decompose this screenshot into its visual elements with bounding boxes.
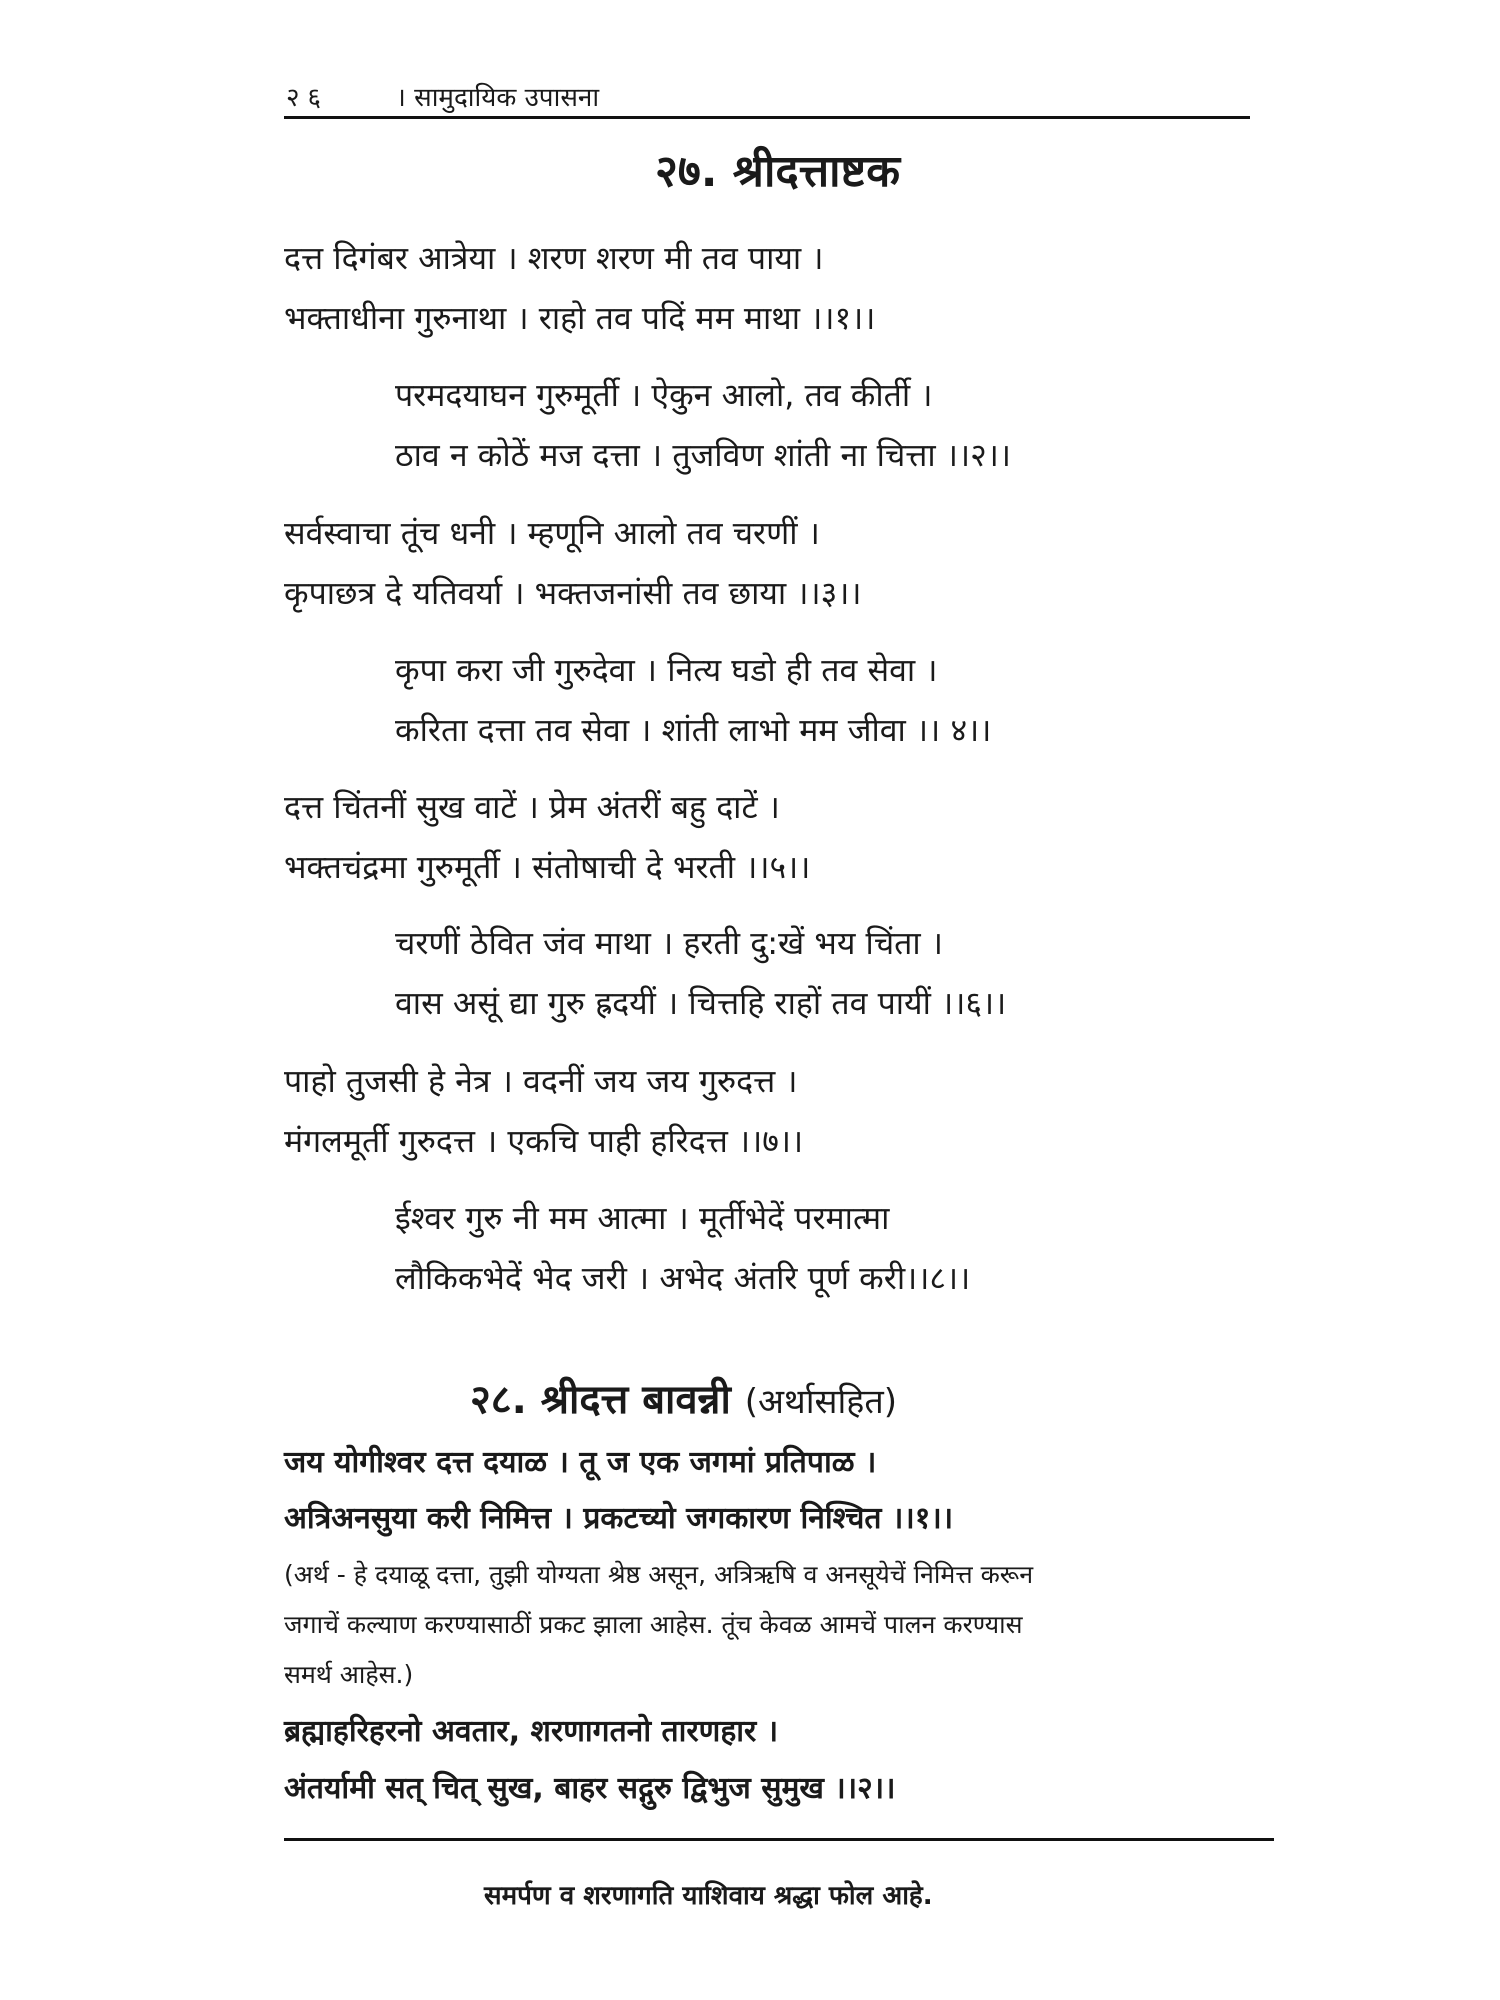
- meaning-line: (अर्थ - हे दयाळू दत्ता, तुझी योग्यता श्रेष्ठ असून, अत्रिऋषि व अनसूयेचें निमित्त करून: [284, 1560, 1034, 1589]
- meaning-line: समर्थ आहेस.): [284, 1660, 414, 1689]
- verse-line: चरणीं ठेवित जंव माथा । हरती दु:खें भय चिंता ।: [395, 924, 943, 962]
- meaning-line: जगाचें कल्याण करण्यासाठीं प्रकट झाला आहेस. तूंच केवळ आमचें पालन करण्यास: [284, 1610, 1023, 1639]
- page-header: [286, 78, 1248, 118]
- bold-verse-line: जय योगीश्वर दत्त दयाळ । तू ज एक जगमां प्रतिपाळ ।: [284, 1445, 877, 1480]
- verse-line: ठाव न कोठें मज दत्ता । तुजविण शांती ना चित्ता ।।२।।: [395, 436, 1011, 474]
- section-title-text: २८. श्रीदत्त बावन्नी: [470, 1377, 731, 1423]
- verse-line: कृपा करा जी गुरुदेवा । नित्य घडो ही तव सेवा ।: [395, 651, 938, 689]
- verse-line: दत्त दिगंबर आत्रेया । शरण शरण मी तव पाया ।: [284, 239, 824, 277]
- verse-line: ईश्वर गुरु नी मम आत्मा । मूर्तीभेदें परमात्मा: [395, 1199, 890, 1237]
- section-title-dattashtak: २७. श्रीदत्ताष्टक: [655, 146, 900, 197]
- header-rule: [284, 116, 1250, 119]
- verse-line: सर्वस्वाचा तूंच धनी । म्हणूनि आलो तव चरणीं ।: [284, 514, 820, 552]
- page-number: २६: [286, 83, 330, 113]
- verse-line: भक्ताधीना गुरुनाथा । राहो तव पदिं मम माथा ।।१।।: [284, 299, 876, 337]
- bold-verse-line: अत्रिअनसुया करी निमित्त । प्रकटच्यो जगकारण निश्चित ।।१।।: [284, 1501, 954, 1536]
- verse-line: भक्तचंद्रमा गुरुमूर्ती । संतोषाची दे भरती ।।५।।: [284, 848, 811, 886]
- page-footer: समर्पण व शरणागति याशिवाय श्रद्धा फोल आहे.: [484, 1881, 933, 1911]
- footer-rule: [284, 1838, 1274, 1841]
- verse-line: वास असूं द्या गुरु ह्रदयीं । चित्तहि राहों तव पायीं ।।६।।: [395, 984, 1007, 1022]
- section-subtitle: (अर्थासहित): [744, 1382, 898, 1422]
- verse-line: परमदयाघन गुरुमूर्ती । ऐकुन आलो, तव कीर्ती ।: [395, 376, 933, 414]
- running-title: । सामुदायिक उपासना: [396, 83, 600, 113]
- verse-line: पाहो तुजसी हे नेत्र । वदनीं जय जय गुरुदत्त ।: [284, 1062, 798, 1100]
- verse-line: दत्त चिंतनीं सुख वाटें । प्रेम अंतरीं बहु दाटें ।: [284, 788, 780, 826]
- verse-line: करिता दत्ता तव सेवा । शांती लाभो मम जीवा ।। ४।।: [395, 711, 992, 749]
- section-title-bavanni: [470, 1370, 897, 1432]
- verse-line: मंगलमूर्ती गुरुदत्त । एकचि पाही हरिदत्त ।।७।।: [284, 1122, 804, 1160]
- bold-verse-line: ब्रह्माहरिहरनो अवतार, शरणागतनो तारणहार ।: [284, 1714, 779, 1749]
- verse-line: लौकिकभेदें भेद जरी । अभेद अंतरि पूर्ण करी।।८।।: [395, 1259, 971, 1297]
- bold-verse-line: अंतर्यामी सत् चित् सुख, बाहर सद्गुरु द्विभुज सुमुख ।।२।।: [284, 1771, 896, 1806]
- verse-line: कृपाछत्र दे यतिवर्या । भक्तजनांसी तव छाया ।।३।।: [284, 574, 862, 612]
